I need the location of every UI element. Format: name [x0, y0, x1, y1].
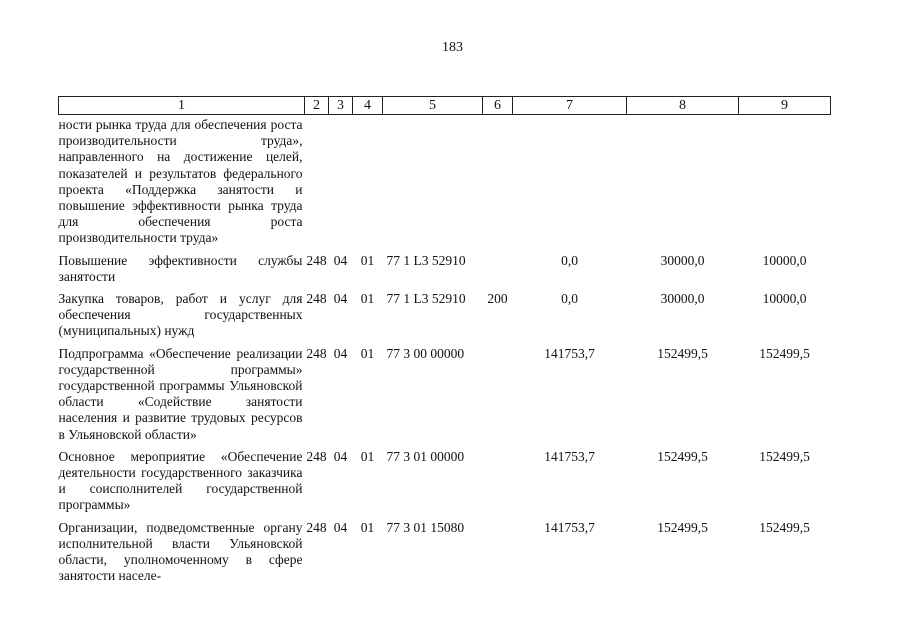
row-value-9	[739, 115, 831, 251]
row-expense-type: 200	[487, 291, 508, 307]
header-col-8: 8	[627, 97, 739, 115]
header-col-3: 3	[329, 97, 353, 115]
row-value-9: 152499,5	[759, 519, 810, 535]
row-target-code: 77 1 L3 52910	[386, 291, 466, 307]
row-subsection: 01	[360, 252, 375, 268]
row-subsection: 01	[360, 448, 375, 464]
header-col-7: 7	[513, 97, 627, 115]
row-target-code: 77 1 L3 52910	[386, 252, 466, 268]
row-subsection: 01	[360, 291, 375, 307]
table-row	[59, 518, 831, 589]
row-subsection: 01	[360, 345, 375, 361]
table-row	[59, 289, 831, 344]
row-value-7: 141753,7	[544, 519, 595, 535]
row-expense-type	[483, 251, 513, 289]
table-row	[59, 344, 831, 447]
row-target-code: 77 3 01 00000	[386, 448, 465, 464]
row-subsection: 01	[360, 519, 375, 535]
row-value-8	[627, 115, 739, 251]
row-value-7: 141753,7	[544, 345, 595, 361]
row-name: Повышение эффективности службы занятости	[58, 252, 303, 284]
row-name: Основное мероприятие «Обеспечение деятельности государственного заказчика и соисполнителей государственной программы»	[58, 448, 303, 513]
row-section: 04	[333, 291, 348, 307]
budget-table	[58, 96, 831, 588]
row-value-7: 0,0	[561, 252, 578, 268]
row-value-8: 30000,0	[660, 252, 705, 268]
header-row	[59, 97, 831, 115]
row-value-8: 152499,5	[657, 345, 708, 361]
row-ministry: 248	[306, 345, 327, 361]
row-target-code	[383, 115, 483, 251]
row-section: 04	[333, 519, 348, 535]
row-section: 04	[333, 448, 348, 464]
row-ministry	[305, 115, 329, 251]
row-target-code: 77 3 00 00000	[386, 345, 465, 361]
header-col-1: 1	[59, 97, 305, 115]
row-name: ности рынка труда для обеспечения роста производительности труда», направленного на достижение целей, показателей и результатов федерального проекта «Поддержка занятости и повышение эффективности рынка труда для обеспечения роста производительности труда»	[58, 117, 303, 246]
row-name: Закупка товаров, работ и услуг для обеспечения государственных (муниципальных) нужд	[58, 291, 303, 339]
row-ministry: 248	[306, 519, 327, 535]
row-value-7: 141753,7	[544, 448, 595, 464]
row-value-7	[513, 115, 627, 251]
row-value-8: 30000,0	[660, 291, 705, 307]
table-row	[59, 115, 831, 251]
row-value-9: 152499,5	[759, 448, 810, 464]
row-value-7: 0,0	[561, 291, 578, 307]
row-expense-type	[483, 344, 513, 447]
row-name: Подпрограмма «Обеспечение реализации государственной программы» государственной программы Ульяновской области «Содействие занятости населения и развитие трудовых ресурсов в Ульяновской области»	[58, 345, 303, 442]
row-value-9: 10000,0	[762, 291, 807, 307]
row-expense-type	[483, 518, 513, 589]
header-col-9: 9	[739, 97, 831, 115]
row-section	[329, 115, 353, 251]
header-col-5: 5	[383, 97, 483, 115]
row-ministry: 248	[306, 252, 327, 268]
row-target-code: 77 3 01 15080	[386, 519, 465, 535]
row-value-8: 152499,5	[657, 448, 708, 464]
row-value-9: 10000,0	[762, 252, 807, 268]
row-expense-type	[483, 447, 513, 518]
row-section: 04	[333, 252, 348, 268]
table-row	[59, 251, 831, 289]
table-row	[59, 447, 831, 518]
row-ministry: 248	[306, 448, 327, 464]
header-col-2: 2	[305, 97, 329, 115]
page-number: 183	[442, 40, 463, 55]
row-section: 04	[333, 345, 348, 361]
row-subsection	[353, 115, 383, 251]
row-name: Организации, подведомственные органу исполнительной власти Ульяновской области, уполномоченному в сфере занятости населе-	[58, 519, 303, 584]
row-ministry: 248	[306, 291, 327, 307]
row-expense-type	[483, 115, 513, 251]
row-value-9: 152499,5	[759, 345, 810, 361]
header-col-4: 4	[353, 97, 383, 115]
header-col-6: 6	[483, 97, 513, 115]
row-value-8: 152499,5	[657, 519, 708, 535]
